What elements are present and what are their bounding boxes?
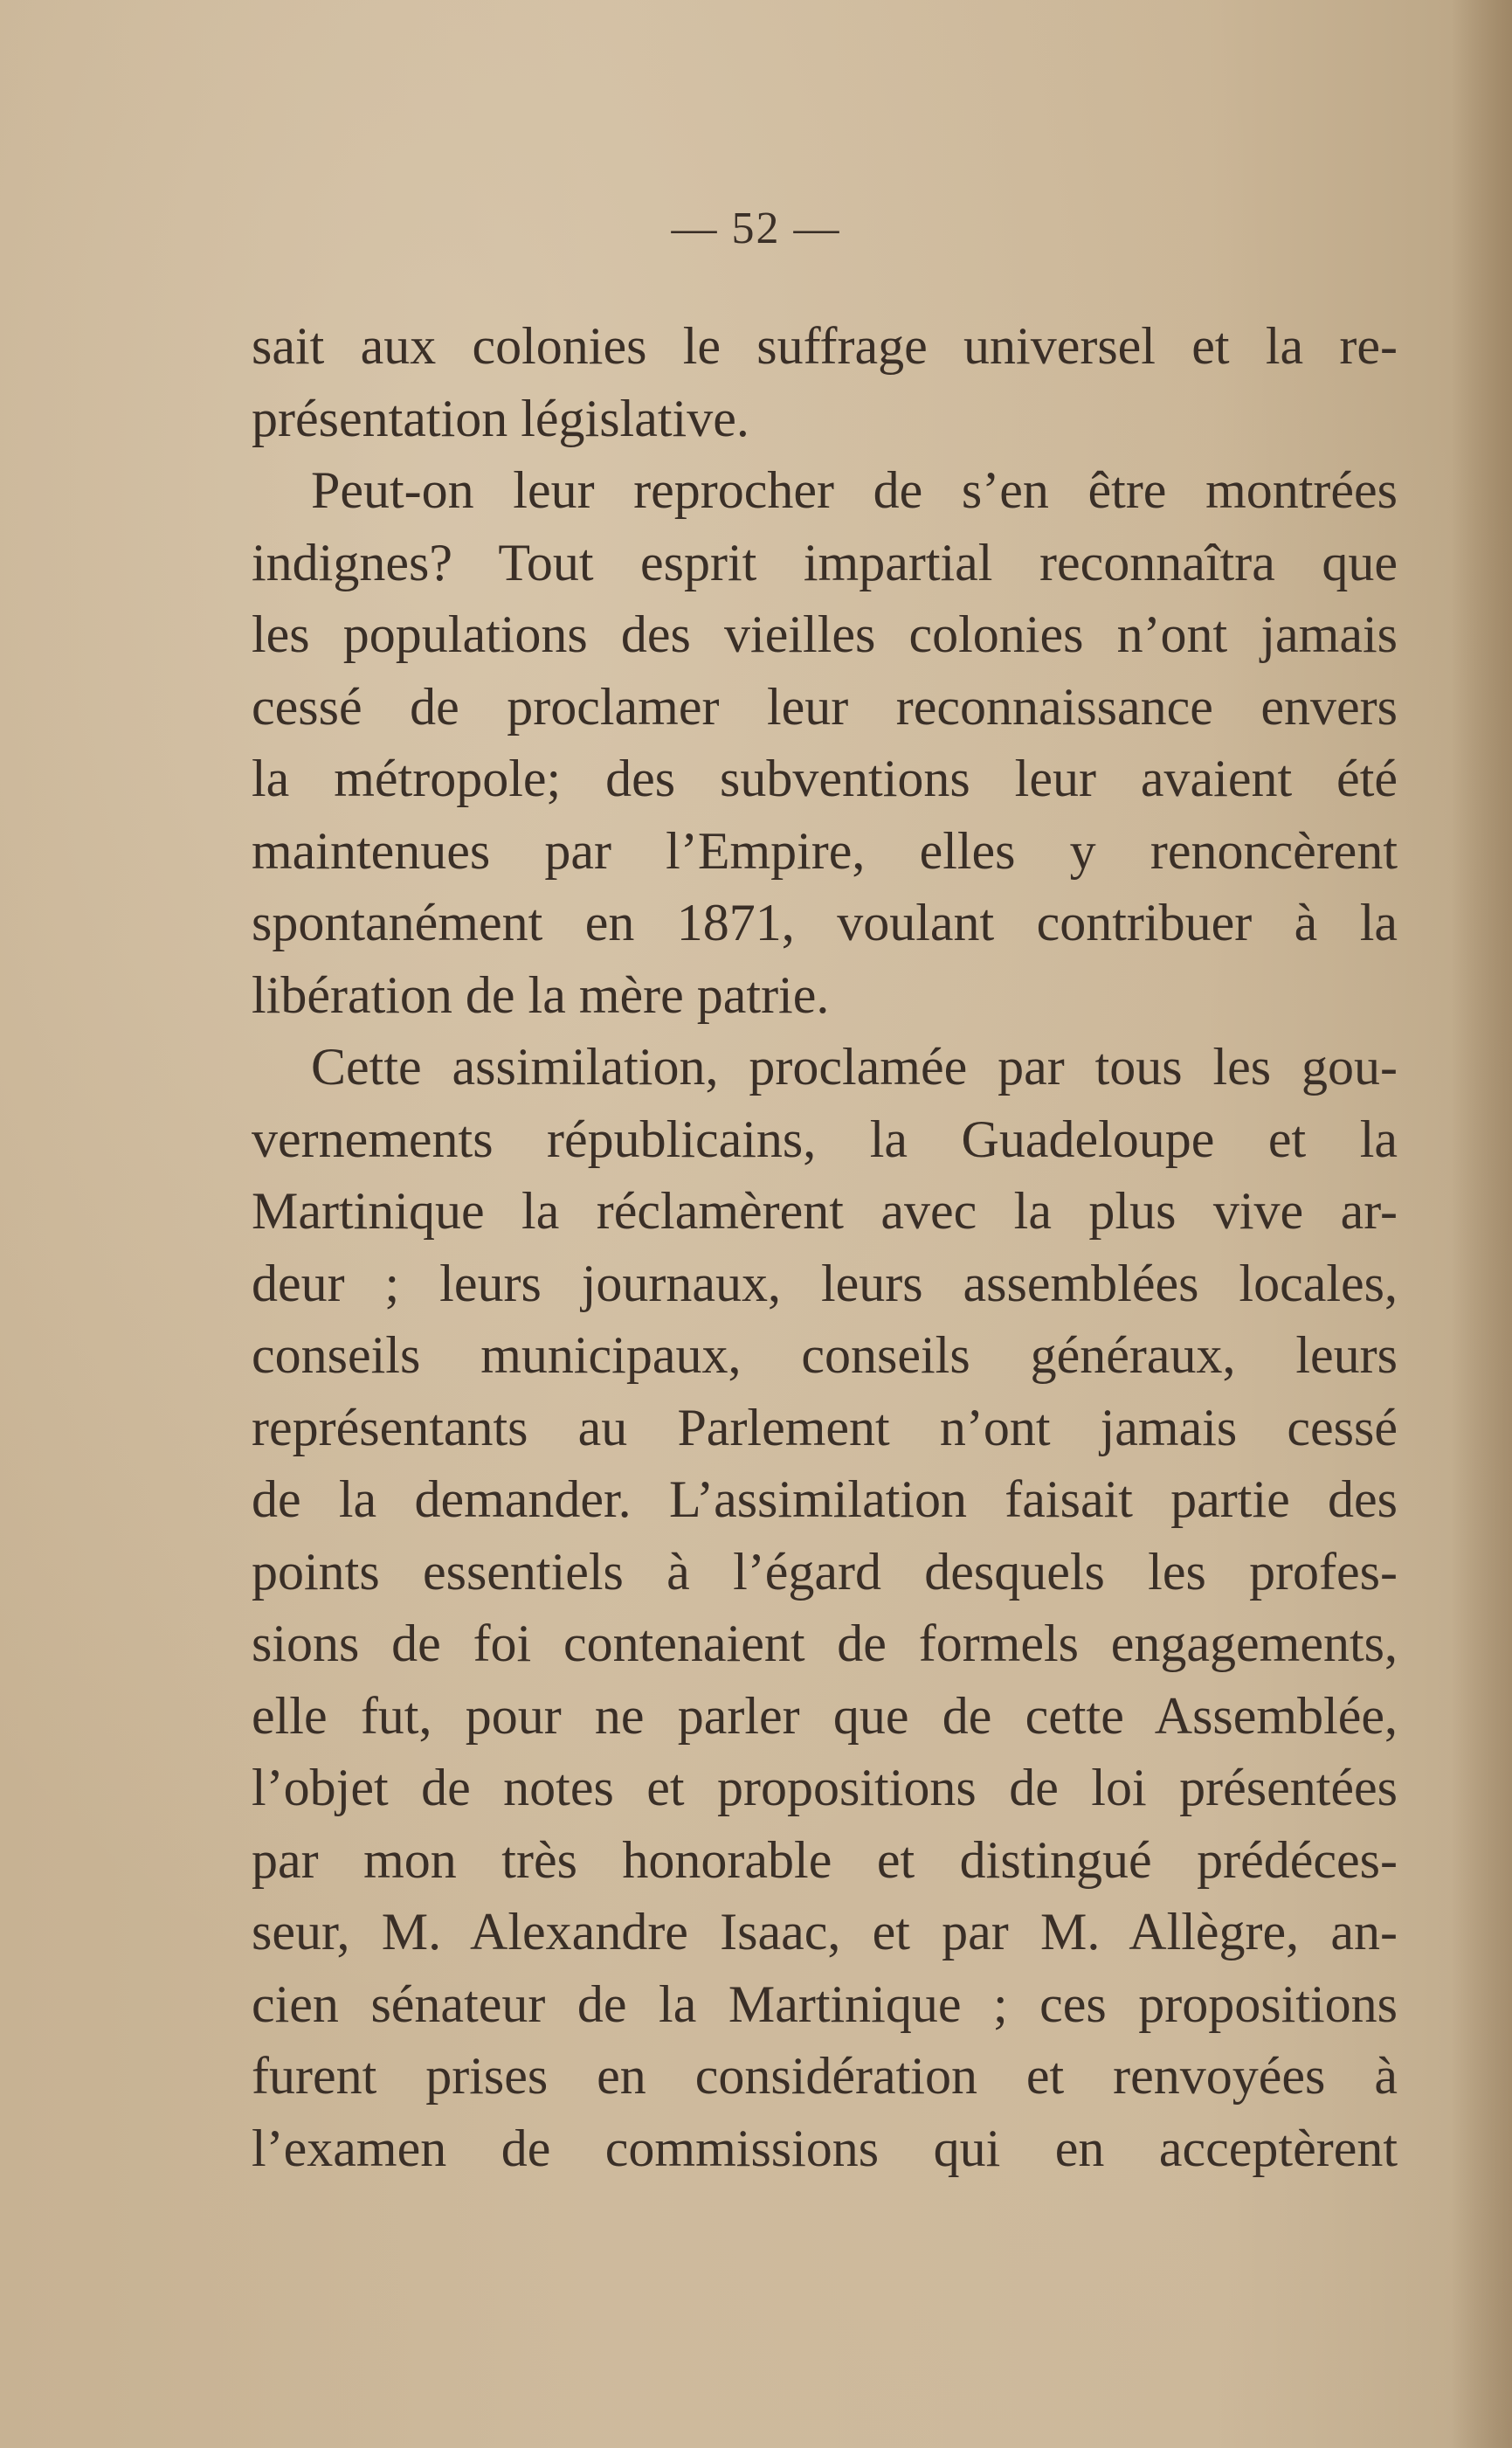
- text-line: sait aux colonies le suffrage universel et la re-: [252, 317, 1398, 375]
- text-line: libération de la mère patrie.: [252, 965, 830, 1024]
- text-line: présentation législative.: [252, 389, 749, 447]
- text-line: indignes? Tout esprit impartial reconnaîtra que: [252, 533, 1398, 591]
- text-line: points essentiels à l’égard desquels les profes-: [252, 1542, 1398, 1601]
- text-line: les populations des vieilles colonies n’ont jamais: [252, 605, 1398, 663]
- text-line: conseils municipaux, conseils généraux, leurs: [252, 1326, 1398, 1384]
- text-line: spontanément en 1871, voulant contribuer à la: [252, 894, 1398, 951]
- text-line: maintenues par l’Empire, elles y renoncèrent: [252, 821, 1398, 880]
- text-line: Martinique la réclamèrent avec la plus vive ar-: [252, 1182, 1398, 1240]
- text-line: seur, M. Alexandre Isaac, et par M. Allègre, an-: [252, 1903, 1398, 1960]
- text-line: elle fut, pour ne parler que de cette Assemblée,: [252, 1686, 1398, 1745]
- text-line: Cette assimilation, proclamée par tous les gou-: [311, 1038, 1398, 1096]
- text-line: vernements républicains, la Guadeloupe et la: [252, 1110, 1398, 1168]
- text-line: représentants au Parlement n’ont jamais cessé: [252, 1398, 1398, 1456]
- text-line: la métropole; des subventions leur avaient été: [252, 750, 1398, 807]
- page-number: — 52 —: [671, 204, 841, 253]
- body-text: [252, 310, 1398, 2184]
- text-line: deur ; leurs journaux, leurs assemblées locales,: [252, 1254, 1398, 1312]
- text-line: par mon très honorable et distingué prédéces-: [252, 1830, 1398, 1889]
- text-line: de la demander. L’assimilation faisait partie des: [252, 1470, 1398, 1528]
- text-line: furent prises en considération et renvoyées à: [252, 2047, 1398, 2105]
- text-line: l’examen de commissions qui en acceptèrent: [252, 2119, 1398, 2177]
- page-edge-shadow: [1451, 0, 1512, 2448]
- text-line: cien sénateur de la Martinique ; ces propositions: [252, 1974, 1398, 2033]
- text-line: cessé de proclamer leur reconnaissance envers: [252, 677, 1398, 736]
- text-line: sions de foi contenaient de formels engagements,: [252, 1615, 1398, 1672]
- text-line: l’objet de notes et propositions de loi présentées: [252, 1759, 1398, 1816]
- text-line: Peut-on leur reprocher de s’en être montrées: [311, 461, 1398, 519]
